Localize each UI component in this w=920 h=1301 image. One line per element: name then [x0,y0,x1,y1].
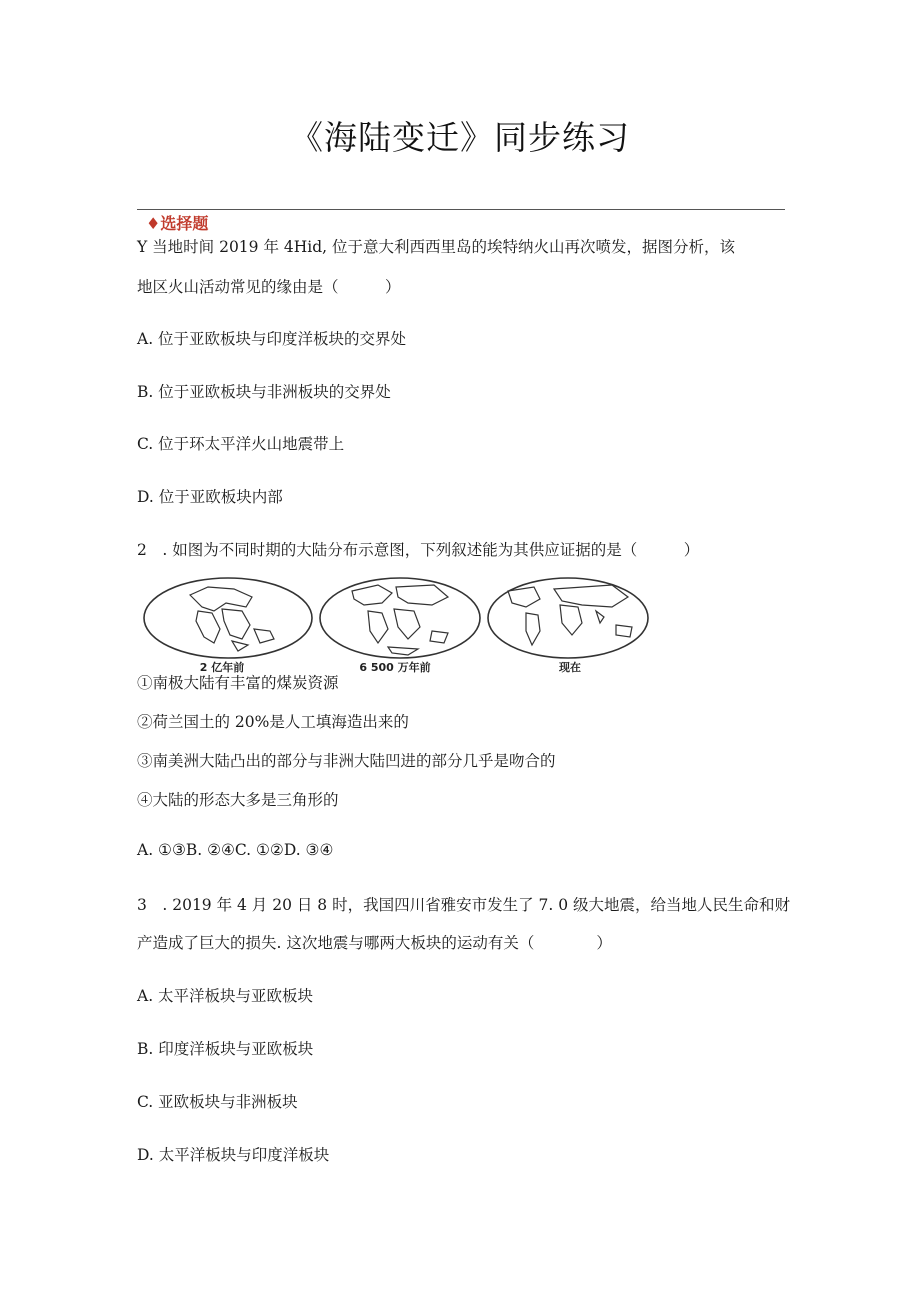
q2-stem: 2 . 如图为不同时期的大陆分布示意图，下列叙述能为其供应证据的是（ ） [137,541,700,559]
q2-options: A. ①③B. ②④C. ①②D. ③④ [137,841,334,859]
q2-statement-2: ②荷兰国土的 20%是人工填海造出来的 [137,713,409,731]
page-title: 《海陆变迁》同步练习 [290,118,630,157]
q1-option-b: B. 位于亚欧板块与非洲板块的交界处 [137,383,391,401]
title-divider [137,209,785,210]
cretaceous-map-icon [320,578,480,658]
q2-statement-3: ③南美洲大陆凸出的部分与非洲大陆凹进的部分几乎是吻合的 [137,752,556,770]
section-heading: ♦选择题 [146,214,209,233]
q1-option-d: D. 位于亚欧板块内部 [137,488,283,506]
map-label-1: 2 亿年前 [199,661,245,673]
q1-option-c: C. 位于环太平洋火山地震带上 [137,435,345,453]
continent-maps-figure [142,573,652,673]
q3-option-c: C. 亚欧板块与非洲板块 [137,1093,298,1111]
q2-statement-4: ④大陆的形态大多是三角形的 [137,791,339,809]
modern-world-map-icon [488,578,648,658]
pangaea-map-icon [144,578,312,658]
q3-option-d: D. 太平洋板块与印度洋板块 [137,1146,330,1164]
map-label-3: 现在 [559,661,581,673]
q1-stem-line2: 地区火山活动常见的缘由是（ ） [137,278,401,296]
q3-option-a: A. 太平洋板块与亚欧板块 [137,987,314,1005]
q1-option-a: A. 位于亚欧板块与印度洋板块的交界处 [137,330,407,348]
q3-stem-line2: 产造成了巨大的损失. 这次地震与哪两大板块的运动有关（ ） [137,934,612,952]
q3-option-b: B. 印度洋板块与亚欧板块 [137,1040,314,1058]
q3-stem-line1: 3 . 2019 年 4 月 20 日 8 时，我国四川省雅安市发生了 7. 0 级大地震，给当地人民生命和财 [137,896,791,914]
q2-statement-1: ①南极大陆有丰富的煤炭资源 [137,674,339,692]
map-label-2: 6 500 万年前 [359,661,431,673]
q1-stem-line1: Y 当地时间 2019 年 4Hid, 位于意大利西西里岛的埃特纳火山再次喷发，据图分析，该 [137,238,736,256]
